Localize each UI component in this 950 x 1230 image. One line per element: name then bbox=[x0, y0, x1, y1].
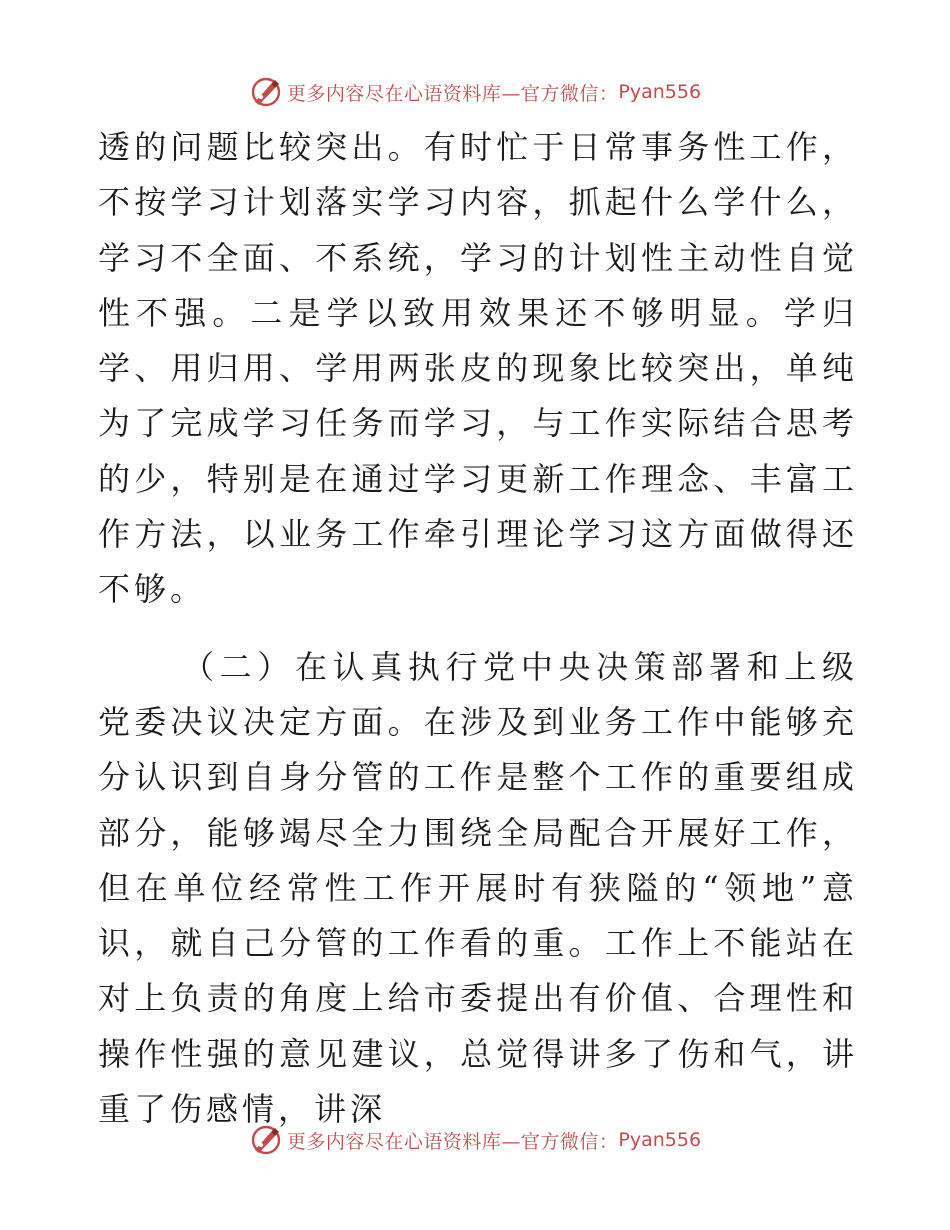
pen-logo-icon bbox=[249, 75, 283, 109]
header-watermark bbox=[0, 72, 950, 112]
pen-logo-icon bbox=[249, 1123, 283, 1157]
footer-wechat-id: Pyan556 bbox=[618, 1129, 702, 1151]
footer-watermark bbox=[0, 1120, 950, 1160]
header-text: 更多内容尽在心语资料库—官方微信： bbox=[286, 82, 619, 105]
header-wechat-id: Pyan556 bbox=[618, 81, 702, 103]
document-body bbox=[98, 120, 858, 1137]
paragraph-spacer bbox=[98, 618, 858, 640]
paragraph-1: 透的问题比较突出。有时忙于日常事务性工作，不按学习计划落实学习内容，抓起什么学什么，学习不全面、不系统，学习的计划性主动性自觉性不强。二是学以致用效果还不够明显。学归学、用归用、学用两张皮的现象比较突出，单纯为了完成学习任务而学习，与工作实际结合思考的少，特别是在通过学习更新工作理念、丰富工作方法，以业务工作牵引理论学习这方面做得还不够。 bbox=[98, 128, 858, 609]
footer-text: 更多内容尽在心语资料库—官方微信： bbox=[286, 1130, 619, 1153]
paragraph-2: （二）在认真执行党中央决策部署和上级党委决议决定方面。在涉及到业务工作中能够充分认识到自身分管的工作是整个工作的重要组成部分，能够竭尽全力围绕全局配合开展好工作，但在单位经常性工作开展时有狭隘的“领地”意识，就自己分管的工作看的重。工作上不能站在对上负责的角度上给市委提出有价值、合理性和操作性强的意见建议，总觉得讲多了伤和气，讲重了伤感情，讲深 bbox=[98, 647, 858, 1129]
